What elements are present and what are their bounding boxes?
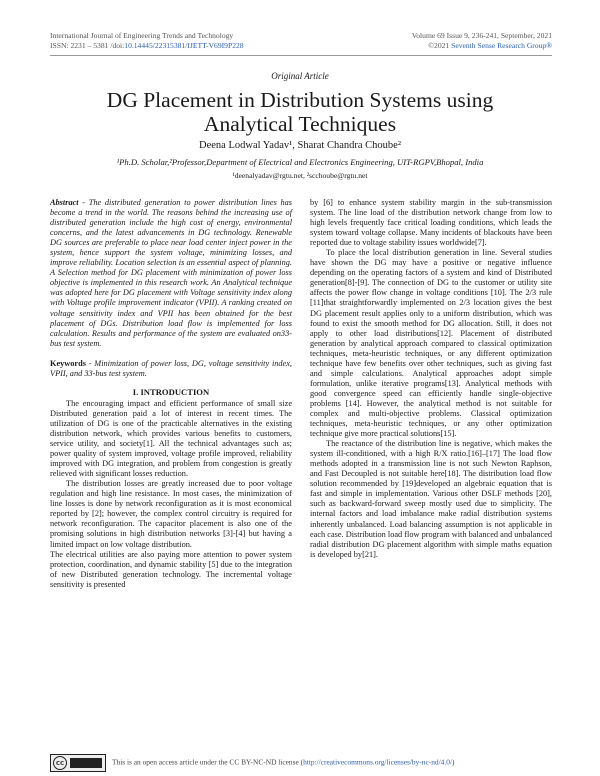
volume-header — [412, 31, 552, 51]
publisher-link[interactable]: Seventh Sense Research Group® — [451, 41, 552, 50]
paragraph: The encouraging impact and efficient performance of small size Distributed generation paid a lot of interest in recent times. The utilization of DG is one of the practicable alternatives in the existing distribution network, which provides various benefits to customers, service utility, and society[1]. All the technical advantages such as; power quality of system improved, voltage profile improved, reliability improved with DG integration, and problem from congestion is greatly relieved with significant losses reduction. — [50, 398, 292, 479]
doi-link[interactable]: 10.14445/22315381/IJETT-V69I9P228 — [124, 41, 244, 50]
license-footer: cc This is an open access article under the CC BY-NC-ND license (http://creativecommons.org/licenses/by-nc-nd/4.0/) — [50, 754, 550, 772]
paragraph: The distribution losses are greatly increased due to poor voltage regulation and high line resistance. In most cases, the minimization of line losses is done by network reconfiguration as it is most economical reported by [2]; however, the complex control circuitry is required for network reconfiguration. The capacitor placement is also one of the promising solutions in high distribution networks [3]-[4] but having a limited impact on low voltage distribution. — [50, 479, 292, 549]
section-heading: I. INTRODUCTION — [132, 386, 210, 397]
left-column — [50, 198, 292, 590]
header-rule — [50, 55, 552, 56]
affiliation: ¹Ph.D. Scholar,²Professor,Department of Electrical and Electronics Engineering, UIT-RGPV,Bhopal, India — [116, 157, 484, 167]
paper-title: DG Placement in Distribution Systems using Analytical Techniques — [106, 88, 494, 136]
paragraph: The electrical utilities are also paying more attention to power system protection, coordination, and dynamic stability [5] due to the integration of new Distributed generation technology. The incremental voltage sensitivity is presented — [50, 549, 292, 589]
license-link[interactable]: http://creativecommons.org/licenses/by-nc-nd/4.0/ — [303, 757, 452, 767]
journal-header — [50, 31, 244, 51]
right-column — [310, 198, 552, 560]
abstract-text: The distributed generation to power distribution lines has become a trend in the world. The reasons behind the increasing use of distributed generation include the high cost of energy, environmental concerns, and the latest advancements in DG technology. Renewable DG sources are preferable to place near load center inject power in the system, hence support the system voltage, minimizing losses, and improve reliability. Location selection is an essential aspect of planning. A Selection method for DG placement with minimization of power loss objective is implemented in this research work. An Analytical technique was adopted here for DG placement with Voltage sensitivity index along with Voltage profile improvement indicator (VPII). A ranking created on voltage sensitivity index and VPII has been obtained for the best placement of DGs. Distribution load flow is implemented for loss calculation. Results and performance of the system are evaluated on33-bus test system. — [50, 198, 293, 348]
keywords-text: - Minimization of power loss, DG, voltage sensitivity index, VPII, and 33-bus test system. — [50, 358, 292, 378]
copyright: ©2021 Seventh Sense Research Group® — [428, 41, 552, 50]
paragraph: To place the local distribution generation in line. Several studies have shown the DG may have a positive or negative influence depending on the operating factors of a system and kind of Distributed generation[8]-[9]. The connection of DG to the customer or utility site affects the power flow change in voltage conditions [10]. The 2/3 rule [11]that straightforwardly implemented on 2/3 location gives the best DG placement result applies only to a uniform distribution, which was found to exist the smooth method for DG allocation. Still, it does not apply to other load distributions[12]. Placement of distributed generation by analytical approach compared to classical optimization techniques, meta-heuristic techniques, or any different optimization technique have few benefits over other techniques, such as giving fast and simple calculations. Analytical approaches adopt simple formulation, unlike iterative programs[13]. Analytical methods with good convergence speed can efficiently handle single-objective problems [14]. However, the analytical method is not suitable for complex and multi-objective problems. Classical optimization techniques, meta-heuristic techniques, or any other optimization technique give more practical solutions[15]. — [310, 248, 552, 439]
cc-license-icon: cc — [50, 754, 106, 772]
keywords — [50, 359, 292, 379]
paragraph: by [6] to enhance system stability margin in the sub-transmission system. The line load of the distribution network change from low to high levels frequently face critical loading conditions, which leads the system toward voltage collapse. Many incidents of blackouts have been reported due to voltage stability issues worldwide[7]. — [310, 198, 552, 248]
volume-info: Volume 69 Issue 9, 236-241, September, 2021 — [411, 31, 552, 40]
emails: ¹deenalyadav@rgtu.net, ²scchoube@rgtu.net — [232, 171, 368, 180]
abstract-label: Abstract - — [50, 198, 86, 207]
license-text: This is an open access article under the CC BY-NC-ND license ( — [112, 757, 304, 767]
authors: Deena Lodwal Yadav¹, Sharat Chandra Choube² — [199, 140, 401, 151]
abstract — [50, 198, 292, 349]
paragraph: The reactance of the distribution line is negative, which makes the system ill-conditioned, with a high R/X ratio.[16]–[17] The load flow methods adopted in a transmission line is not such Newton Raphson, and Fast Decoupled is not suitable here[18]. The distribution load flow solution recommended by [19]developed an algebraic equation that is fast and simple in implementation. Various other DSLF methods [20], such as backward-forward sweep mostly used due to simplicity. The internal factors and load imbalance make radial distribution systems inherently unbalanced. Load balancing assumption is not applicable in each case. Distribution load flow program with balanced and unbalanced radial distribution DG placement algorithm with simple maths equation is developed by[21]. — [310, 439, 552, 559]
keywords-label: Keywords — [50, 358, 86, 368]
issn-doi: ISSN: 2231 – 5381 /doi:10.14445/22315381/IJETT-V69I9P228 — [50, 41, 244, 50]
article-type: Original Article — [271, 71, 329, 81]
journal-name: International Journal of Engineering Trends and Technology — [50, 31, 234, 40]
